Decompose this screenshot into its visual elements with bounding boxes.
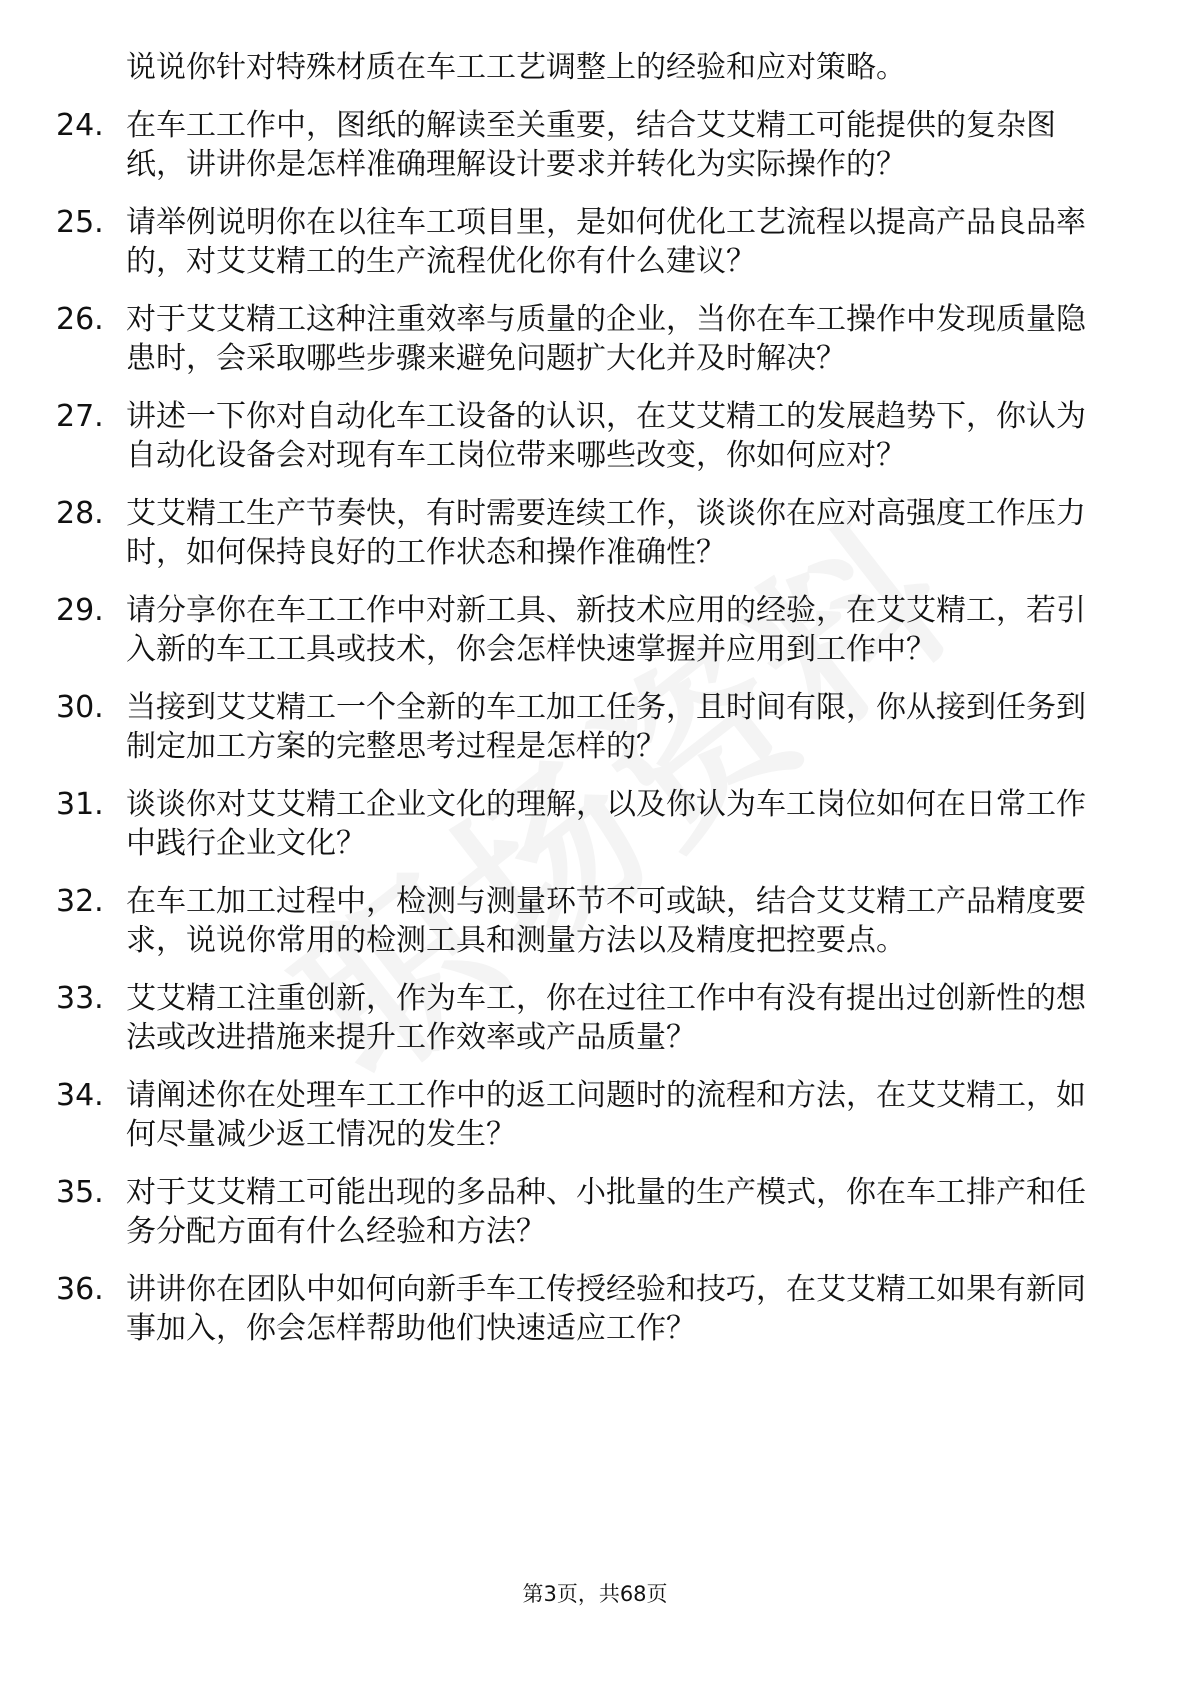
question-text: 请分享你在车工工作中对新工具、新技术应用的经验，在艾艾精工，若引入新的车工工具或技术，你会怎样快速掌握并应用到工作中？ xyxy=(126,593,1086,667)
question-text: 讲讲你在团队中如何向新手车工传授经验和技巧，在艾艾精工如果有新同事加入，你会怎样帮助他们快速适应工作？ xyxy=(126,1272,1086,1346)
question-item xyxy=(0,494,1190,572)
question-number: 33. xyxy=(56,981,104,1016)
question-text: 谈谈你对艾艾精工企业文化的理解，以及你认为车工岗位如何在日常工作中践行企业文化？ xyxy=(126,787,1086,861)
question-number: 31. xyxy=(56,787,104,822)
question-text: 请阐述你在处理车工工作中的返工问题时的流程和方法，在艾艾精工，如何尽量减少返工情况的发生？ xyxy=(126,1078,1086,1152)
question-item xyxy=(0,300,1190,378)
question-text: 对于艾艾精工可能出现的多品种、小批量的生产模式，你在车工排产和任务分配方面有什么经验和方法？ xyxy=(126,1175,1086,1249)
question-text: 在车工工作中，图纸的解读至关重要，结合艾艾精工可能提供的复杂图纸，讲讲你是怎样准确理解设计要求并转化为实际操作的？ xyxy=(126,108,1056,182)
question-number: 29. xyxy=(56,593,104,628)
question-item xyxy=(0,397,1190,475)
question-number: 24. xyxy=(56,108,104,143)
question-text: 讲述一下你对自动化车工设备的认识，在艾艾精工的发展趋势下，你认为自动化设备会对现有车工岗位带来哪些改变，你如何应对？ xyxy=(126,399,1086,473)
question-text: 请举例说明你在以往车工项目里，是如何优化工艺流程以提高产品良品率的，对艾艾精工的生产流程优化你有什么建议？ xyxy=(126,205,1086,279)
question-number: 32. xyxy=(56,884,104,919)
question-item xyxy=(0,106,1190,184)
continued-question-text: 说说你针对特殊材质在车工工艺调整上的经验和应对策略。 xyxy=(126,50,906,85)
question-number: 25. xyxy=(56,205,104,240)
question-item xyxy=(0,1173,1190,1251)
question-item xyxy=(0,882,1190,960)
question-item xyxy=(0,591,1190,669)
question-number: 30. xyxy=(56,690,104,725)
question-number: 28. xyxy=(56,496,104,531)
question-item xyxy=(0,688,1190,766)
question-list xyxy=(0,48,1190,1367)
question-text: 艾艾精工生产节奏快，有时需要连续工作，谈谈你在应对高强度工作压力时，如何保持良好的工作状态和操作准确性？ xyxy=(126,496,1086,570)
question-number: 26. xyxy=(56,302,104,337)
question-number: 36. xyxy=(56,1272,104,1307)
question-item xyxy=(0,785,1190,863)
question-item xyxy=(0,979,1190,1057)
question-item xyxy=(0,1270,1190,1348)
page-footer: 第3页，共68页 xyxy=(522,1582,668,1606)
question-number: 27. xyxy=(56,399,104,434)
question-text: 当接到艾艾精工一个全新的车工加工任务，且时间有限，你从接到任务到制定加工方案的完整思考过程是怎样的？ xyxy=(126,690,1086,764)
question-text: 在车工加工过程中，检测与测量环节不可或缺，结合艾艾精工产品精度要求，说说你常用的检测工具和测量方法以及精度把控要点。 xyxy=(126,884,1086,958)
question-item xyxy=(0,1076,1190,1154)
question-number: 35. xyxy=(56,1175,104,1210)
question-text: 艾艾精工注重创新，作为车工，你在过往工作中有没有提出过创新性的想法或改进措施来提升工作效率或产品质量？ xyxy=(126,981,1086,1055)
question-text: 对于艾艾精工这种注重效率与质量的企业，当你在车工操作中发现质量隐患时，会采取哪些步骤来避免问题扩大化并及时解决？ xyxy=(126,302,1086,376)
question-item xyxy=(0,203,1190,281)
question-number: 34. xyxy=(56,1078,104,1113)
